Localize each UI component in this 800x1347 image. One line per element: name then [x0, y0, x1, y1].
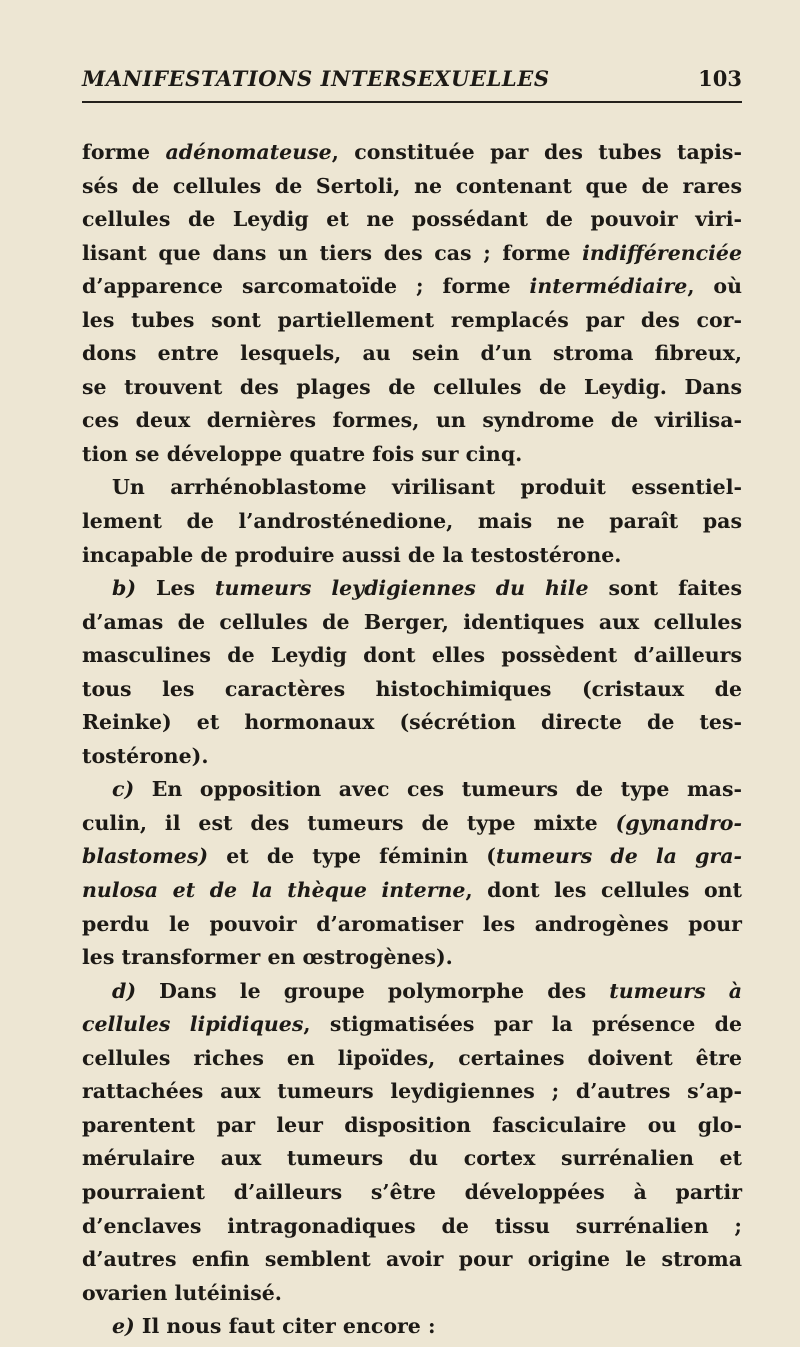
paragraph-start-b: b) Les tumeurs leydigiennes du hile sont faites: [112, 576, 743, 601]
text-line: lement de l’androsténedione, mais ne paraît pas: [82, 509, 742, 534]
text-line: tostérone).: [82, 743, 209, 768]
page-number: 103: [698, 66, 742, 91]
text-line: perdu le pouvoir d’aromatiser les androgènes pour: [82, 911, 742, 936]
text-line: dons entre lesquels, au sein d’un stroma fibreux,: [82, 341, 742, 366]
text-line: les tubes sont partiellement remplacés par des cor-: [82, 307, 742, 332]
text-line: incapable de produire aussi de la testostérone.: [82, 542, 622, 567]
text-line: rattachées aux tumeurs leydigiennes ; d’autres s’ap-: [82, 1079, 742, 1104]
text-line: nulosa et de la thèque interne, dont les cellules ont: [82, 878, 742, 903]
body-text: [82, 136, 742, 1344]
text-line: ovarien lutéinisé.: [82, 1280, 282, 1305]
text-line: d’amas de cellules de Berger, identiques aux cellules: [82, 609, 742, 634]
header-rule: [82, 101, 742, 103]
text-line: blastomes) et de type féminin (tumeurs de la gra-: [82, 844, 743, 869]
text-line: tous les caractères histochimiques (cristaux de: [82, 676, 742, 701]
text-line: tion se développe quatre fois sur cinq.: [82, 441, 523, 466]
text-line: d’apparence sarcomatoïde ; forme intermédiaire, où: [82, 274, 742, 299]
paragraph-start-c: c) En opposition avec ces tumeurs de type mas-: [112, 777, 743, 802]
text-line: se trouvent des plages de cellules de Leydig. Dans: [82, 374, 742, 399]
text-line: culin, il est des tumeurs de type mixte (gynandro-: [82, 810, 742, 835]
text-line: cellules de Leydig et ne possédant de pouvoir viri-: [82, 207, 742, 232]
text-line: lisant que dans un tiers des cas ; forme indifférenciée: [82, 240, 742, 265]
text-line: masculines de Leydig dont elles possèdent d’ailleurs: [82, 643, 742, 668]
text-line: ces deux dernières formes, un syndrome de virilisa-: [82, 408, 742, 433]
running-title: MANIFESTATIONS INTERSEXUELLES: [82, 66, 550, 91]
text-line: cellules lipidiques, stigmatisées par la présence de: [82, 1012, 742, 1037]
text-line: sés de cellules de Sertoli, ne contenant que de rares: [82, 173, 742, 198]
page-header: [82, 66, 742, 98]
paragraph-start: Un arrhénoblastome virilisant produit essentiel-: [112, 475, 742, 500]
text-line: les transformer en œstrogènes).: [82, 945, 453, 970]
text-line: mérulaire aux tumeurs du cortex surrénalien et: [82, 1146, 742, 1171]
text-line: Reinke) et hormonaux (sécrétion directe de tes-: [82, 710, 742, 735]
text-line: forme adénomateuse, constituée par des tubes tapis-: [82, 140, 742, 164]
text-line: pourraient d’ailleurs s’être développées à partir: [82, 1179, 742, 1204]
text-line: d’enclaves intragonadiques de tissu surrénalien ;: [82, 1213, 742, 1238]
text-line: parentent par leur disposition fasciculaire ou glo-: [82, 1112, 742, 1137]
paragraph-start-d: d) Dans le groupe polymorphe des tumeurs à: [112, 978, 743, 1003]
text-line: cellules riches en lipoïdes, certaines doivent être: [82, 1045, 742, 1070]
text-line: d’autres enfin semblent avoir pour origine le stroma: [82, 1247, 742, 1272]
paragraph-start-e: e) Il nous faut citer encore :: [112, 1314, 436, 1339]
